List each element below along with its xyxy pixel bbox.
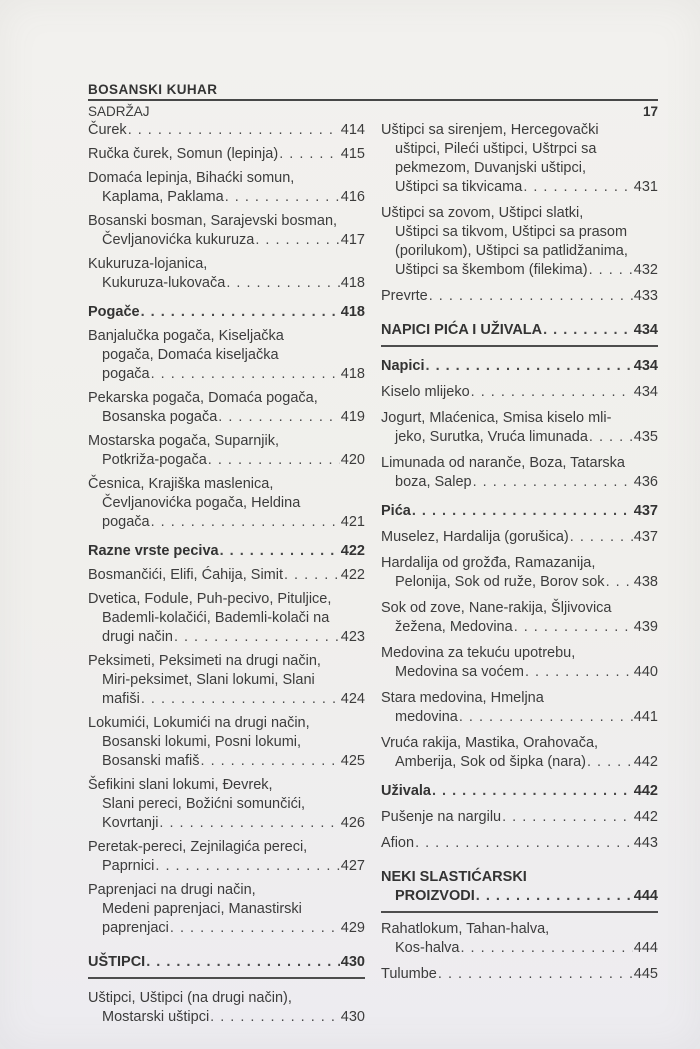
toc-entry (88, 838, 365, 876)
toc-page-number: 430 (340, 954, 365, 970)
toc-entry (381, 383, 658, 402)
dot-leader (218, 408, 340, 427)
dot-leader (589, 428, 633, 447)
dot-leader (514, 618, 633, 637)
toc-entry-text: Amberija, Sok od šipka (nara) (395, 754, 586, 770)
toc-entry-text: Bosanski lokumi, Posni lokumi, (102, 734, 302, 750)
toc-entry-text: pogača, Domaća kiseljačka (102, 347, 279, 363)
toc-entry-text: Pogače (88, 304, 140, 320)
toc-entry-text: Mostarska pogača, Suparnjik, (88, 433, 280, 449)
toc-entry (88, 145, 365, 164)
toc-entry-text: Afion (381, 835, 415, 851)
toc-entry-text: Miri-peksimet, Slani lokumi, Slani (102, 672, 315, 688)
dot-leader (412, 502, 633, 521)
toc-entry (381, 409, 658, 447)
toc-entry-text: Kovrtanji (102, 815, 159, 831)
toc-entry-text: žežena, Medovina (395, 619, 513, 635)
toc-entry-text: Bosanski bosman, Sarajevski bosman, (88, 213, 338, 229)
toc-entry-text: NEKI SLASTIĆARSKI (381, 869, 527, 885)
toc-entry-text: Kiselo mlijeko (381, 384, 470, 400)
toc-entry-text: uštipci, Pileći uštipci, Uštrpci sa (395, 141, 597, 157)
toc-entry-text: Jogurt, Mlaćenica, Smisa kiselo mli- (381, 410, 612, 426)
toc-page-number: 441 (633, 709, 658, 725)
toc-entry-text: Čevljanovićka pogača, Heldina (102, 495, 301, 511)
toc-page-number: 417 (340, 232, 365, 248)
toc-page-number: 442 (633, 783, 658, 799)
toc-entry (88, 989, 365, 1027)
toc-entry-text: Bosanski mafiš (102, 753, 200, 769)
toc-page-number: 437 (633, 503, 658, 519)
dot-leader (279, 145, 340, 164)
toc-entry-text: pogača (102, 514, 150, 530)
dot-leader (543, 321, 633, 340)
toc-page-number: 420 (340, 452, 365, 468)
toc-column-left (88, 121, 365, 1032)
toc-entry-text: jeko, Surutka, Vruća limunada (395, 429, 588, 445)
toc-entry (88, 121, 365, 140)
toc-entry (381, 599, 658, 637)
toc-entry-text: Muselez, Hardalija (gorušica) (381, 529, 569, 545)
toc-entry-text: NAPICI PIĆA I UŽIVALA (381, 322, 543, 338)
toc-subheading (88, 542, 365, 561)
toc-page-number: 434 (633, 322, 658, 338)
toc-entry (381, 834, 658, 853)
toc-columns (88, 121, 658, 1032)
toc-entry-text: mafiši (102, 691, 140, 707)
toc-entry (88, 255, 365, 293)
toc-subheading (381, 502, 658, 521)
toc-entry (381, 121, 658, 197)
toc-page-number: 423 (340, 629, 365, 645)
page-header (88, 82, 658, 119)
dot-leader (284, 566, 340, 585)
toc-section-heading (88, 953, 365, 979)
toc-entry-text: Sok od zove, Nane-rakija, Šljivovica (381, 600, 612, 616)
toc-page-number: 443 (633, 835, 658, 851)
toc-entry (88, 652, 365, 709)
toc-page-number: 431 (633, 179, 658, 195)
toc-entry-text: Uštipci sa sirenjem, Hercegovački (381, 122, 599, 138)
dot-leader (220, 542, 340, 561)
dot-leader (151, 513, 340, 532)
dot-leader (502, 808, 633, 827)
dot-leader (226, 274, 339, 293)
dot-leader (146, 953, 340, 972)
toc-entry-text: PROIZVODI (395, 888, 475, 904)
dot-leader (210, 1008, 340, 1027)
toc-entry-text: Medovina za tekuću upotrebu, (381, 645, 576, 661)
toc-entry-text: Bosanska pogača (102, 409, 218, 425)
toc-entry-text: Napici (381, 358, 425, 374)
toc-page-number: 436 (633, 474, 658, 490)
section-title: SADRŽAJ (88, 104, 150, 119)
toc-entry-text: Medeni paprenjaci, Manastirski (102, 901, 302, 917)
toc-entry-text: Tulumbe (381, 966, 437, 982)
toc-entry-text: Uštipci, Uštipci (na drugi način), (88, 990, 292, 1006)
toc-entry (88, 714, 365, 771)
dot-leader (432, 782, 633, 801)
dot-leader (415, 834, 633, 853)
toc-entry-text: Kukuruza-lukovača (102, 275, 226, 291)
toc-page-number: 415 (340, 146, 365, 162)
toc-page-number: 418 (340, 275, 365, 291)
header-rule (88, 99, 658, 101)
toc-entry (381, 808, 658, 827)
dot-leader (201, 752, 340, 771)
toc-entry (88, 566, 365, 585)
toc-page-number: 437 (633, 529, 658, 545)
dot-leader (460, 939, 632, 958)
dot-leader (225, 188, 340, 207)
toc-page-number: 434 (633, 358, 658, 374)
toc-page-number: 422 (340, 543, 365, 559)
toc-page-number: 440 (633, 664, 658, 680)
toc-entry-text: Paprnici (102, 858, 155, 874)
toc-entry (88, 590, 365, 647)
toc-entry-text: Dvetica, Fodule, Puh-pecivo, Pituljice, (88, 591, 332, 607)
toc-entry (381, 689, 658, 727)
toc-page-number: 442 (633, 809, 658, 825)
dot-leader (525, 663, 633, 682)
toc-entry-text: Banjalučka pogača, Kiseljačka (88, 328, 284, 344)
dot-leader (459, 708, 633, 727)
toc-page-number: 426 (340, 815, 365, 831)
toc-entry-text: Peksimeti, Peksimeti na drugi način, (88, 653, 321, 669)
dot-leader (438, 965, 633, 984)
toc-entry (88, 389, 365, 427)
toc-page-number: 439 (633, 619, 658, 635)
toc-page-number: 444 (633, 940, 658, 956)
toc-entry (88, 327, 365, 384)
dot-leader (473, 473, 633, 492)
toc-page-number: 425 (340, 753, 365, 769)
toc-page-number: 430 (340, 1009, 365, 1025)
toc-page-number: 427 (340, 858, 365, 874)
dot-leader (170, 919, 340, 938)
toc-page-number: 442 (633, 754, 658, 770)
dot-leader (159, 814, 339, 833)
toc-entry-text: Vruća rakija, Mastika, Orahovača, (381, 735, 599, 751)
toc-entry (88, 776, 365, 833)
toc-page-number: 432 (633, 262, 658, 278)
toc-subheading (381, 782, 658, 801)
toc-entry-text: Uštipci sa tikvom, Uštipci sa prasom (395, 224, 628, 240)
dot-leader (151, 365, 340, 384)
toc-page-number: 416 (340, 189, 365, 205)
toc-entry (381, 920, 658, 958)
dot-leader (589, 261, 633, 280)
dot-leader (174, 628, 340, 647)
toc-page-number: 414 (340, 122, 365, 138)
toc-entry-text: Potkriža-pogača (102, 452, 207, 468)
toc-entry-text: Uživala (381, 783, 431, 799)
toc-entry (381, 644, 658, 682)
toc-entry-text: Hardalija od grožđa, Ramazanija, (381, 555, 596, 571)
toc-entry-text: Pekarska pogača, Domaća pogača, (88, 390, 318, 406)
toc-entry-text: Kukuruza-lojanica, (88, 256, 208, 272)
toc-entry-text: Lokumići, Lokumići na drugi način, (88, 715, 310, 731)
toc-entry-text: Paprenjaci na drugi način, (88, 882, 256, 898)
toc-entry (381, 965, 658, 984)
toc-page-number: 435 (633, 429, 658, 445)
toc-entry-text: Uštipci sa tikvicama (395, 179, 523, 195)
toc-entry-text: Limunada od naranče, Boza, Tatarska (381, 455, 625, 471)
toc-entry-text: Uštipci sa zovom, Uštipci slatki, (381, 205, 584, 221)
toc-entry (381, 554, 658, 592)
dot-leader (426, 357, 633, 376)
toc-entry-text: Razne vrste peciva (88, 543, 219, 559)
dot-leader (255, 231, 339, 250)
toc-page-number: 422 (340, 567, 365, 583)
toc-entry-text: Čurek (88, 122, 127, 138)
toc-page-number: 445 (633, 966, 658, 982)
toc-page-number: 429 (340, 920, 365, 936)
toc-entry (88, 881, 365, 938)
toc-entry-text: Kos-halva (395, 940, 460, 956)
toc-section-heading (381, 321, 658, 347)
dot-leader (587, 753, 633, 772)
toc-entry-text: Pića (381, 503, 411, 519)
toc-page-number: 434 (633, 384, 658, 400)
toc-entry-text: Česnica, Krajiška maslenica, (88, 476, 274, 492)
dot-leader (141, 690, 340, 709)
toc-entry-text: UŠTIPCI (88, 954, 146, 970)
toc-entry-text: Bademli-kolačići, Bademli-kolači na (102, 610, 330, 626)
toc-entry-text: drugi način (102, 629, 173, 645)
dot-leader (523, 178, 632, 197)
toc-entry (381, 204, 658, 280)
dot-leader (476, 887, 633, 906)
toc-page-number: 419 (340, 409, 365, 425)
toc-page-number: 424 (340, 691, 365, 707)
toc-entry (381, 287, 658, 306)
folio-page-number: 17 (642, 104, 658, 119)
toc-entry (88, 212, 365, 250)
toc-entry-text: Pušenje na nargilu (381, 809, 502, 825)
toc-entry (88, 169, 365, 207)
toc-page-number: 433 (633, 288, 658, 304)
toc-entry (381, 454, 658, 492)
toc-entry-text: pekmezom, Duvanjski uštipci, (395, 160, 586, 176)
dot-leader (128, 121, 340, 140)
dot-leader (570, 528, 633, 547)
toc-entry-text: Medovina sa voćem (395, 664, 524, 680)
dot-leader (155, 857, 339, 876)
toc-subheading (88, 303, 365, 322)
toc-entry-text: pogača (102, 366, 150, 382)
dot-leader (208, 451, 340, 470)
header-row (88, 104, 658, 119)
book-title: BOSANSKI KUHAR (88, 82, 218, 97)
toc-entry-text: Šefikini slani lokumi, Đevrek, (88, 777, 273, 793)
toc-entry-text: Rahatlokum, Tahan-halva, (381, 921, 550, 937)
toc-entry-text: medovina (395, 709, 458, 725)
toc-entry-text: Slani pereci, Božićni somunčići, (102, 796, 306, 812)
toc-entry-text: (porilukom), Uštipci sa patlidžanima, (395, 243, 628, 259)
toc-column-right (381, 121, 658, 1032)
toc-entry-text: Stara medovina, Hmeljna (381, 690, 544, 706)
dot-leader (606, 573, 633, 592)
toc-entry-text: Mostarski uštipci (102, 1009, 210, 1025)
dot-leader (141, 303, 340, 322)
toc-page-number: 444 (633, 888, 658, 904)
toc-entry-text: paprenjaci (102, 920, 169, 936)
toc-entry (381, 528, 658, 547)
toc-entry-text: Pelonija, Sok od ruže, Borov sok (395, 574, 605, 590)
toc-entry (88, 475, 365, 532)
toc-page-number: 418 (340, 366, 365, 382)
toc-entry-text: Čevljanovićka kukuruza (102, 232, 255, 248)
toc-page-number: 421 (340, 514, 365, 530)
toc-entry-text: Peretak-pereci, Zejnilagića pereci, (88, 839, 308, 855)
toc-entry-text: Kaplama, Paklama (102, 189, 224, 205)
toc-entry-text: boza, Salep (395, 474, 472, 490)
dot-leader (429, 287, 633, 306)
toc-subheading (381, 357, 658, 376)
toc-page-number: 438 (633, 574, 658, 590)
toc-entry-text: Ručka čurek, Somun (lepinja) (88, 146, 279, 162)
toc-entry-text: Prevrte (381, 288, 428, 304)
toc-entry-text: Domaća lepinja, Bihaćki somun, (88, 170, 295, 186)
toc-entry-text: Uštipci sa škembom (filekima) (395, 262, 588, 278)
dot-leader (471, 383, 633, 402)
toc-entry (381, 734, 658, 772)
toc-section-heading (381, 868, 658, 913)
toc-entry (88, 432, 365, 470)
toc-page-number: 418 (340, 304, 365, 320)
toc-entry-text: Bosmančići, Elifi, Ćahija, Simit (88, 567, 283, 583)
